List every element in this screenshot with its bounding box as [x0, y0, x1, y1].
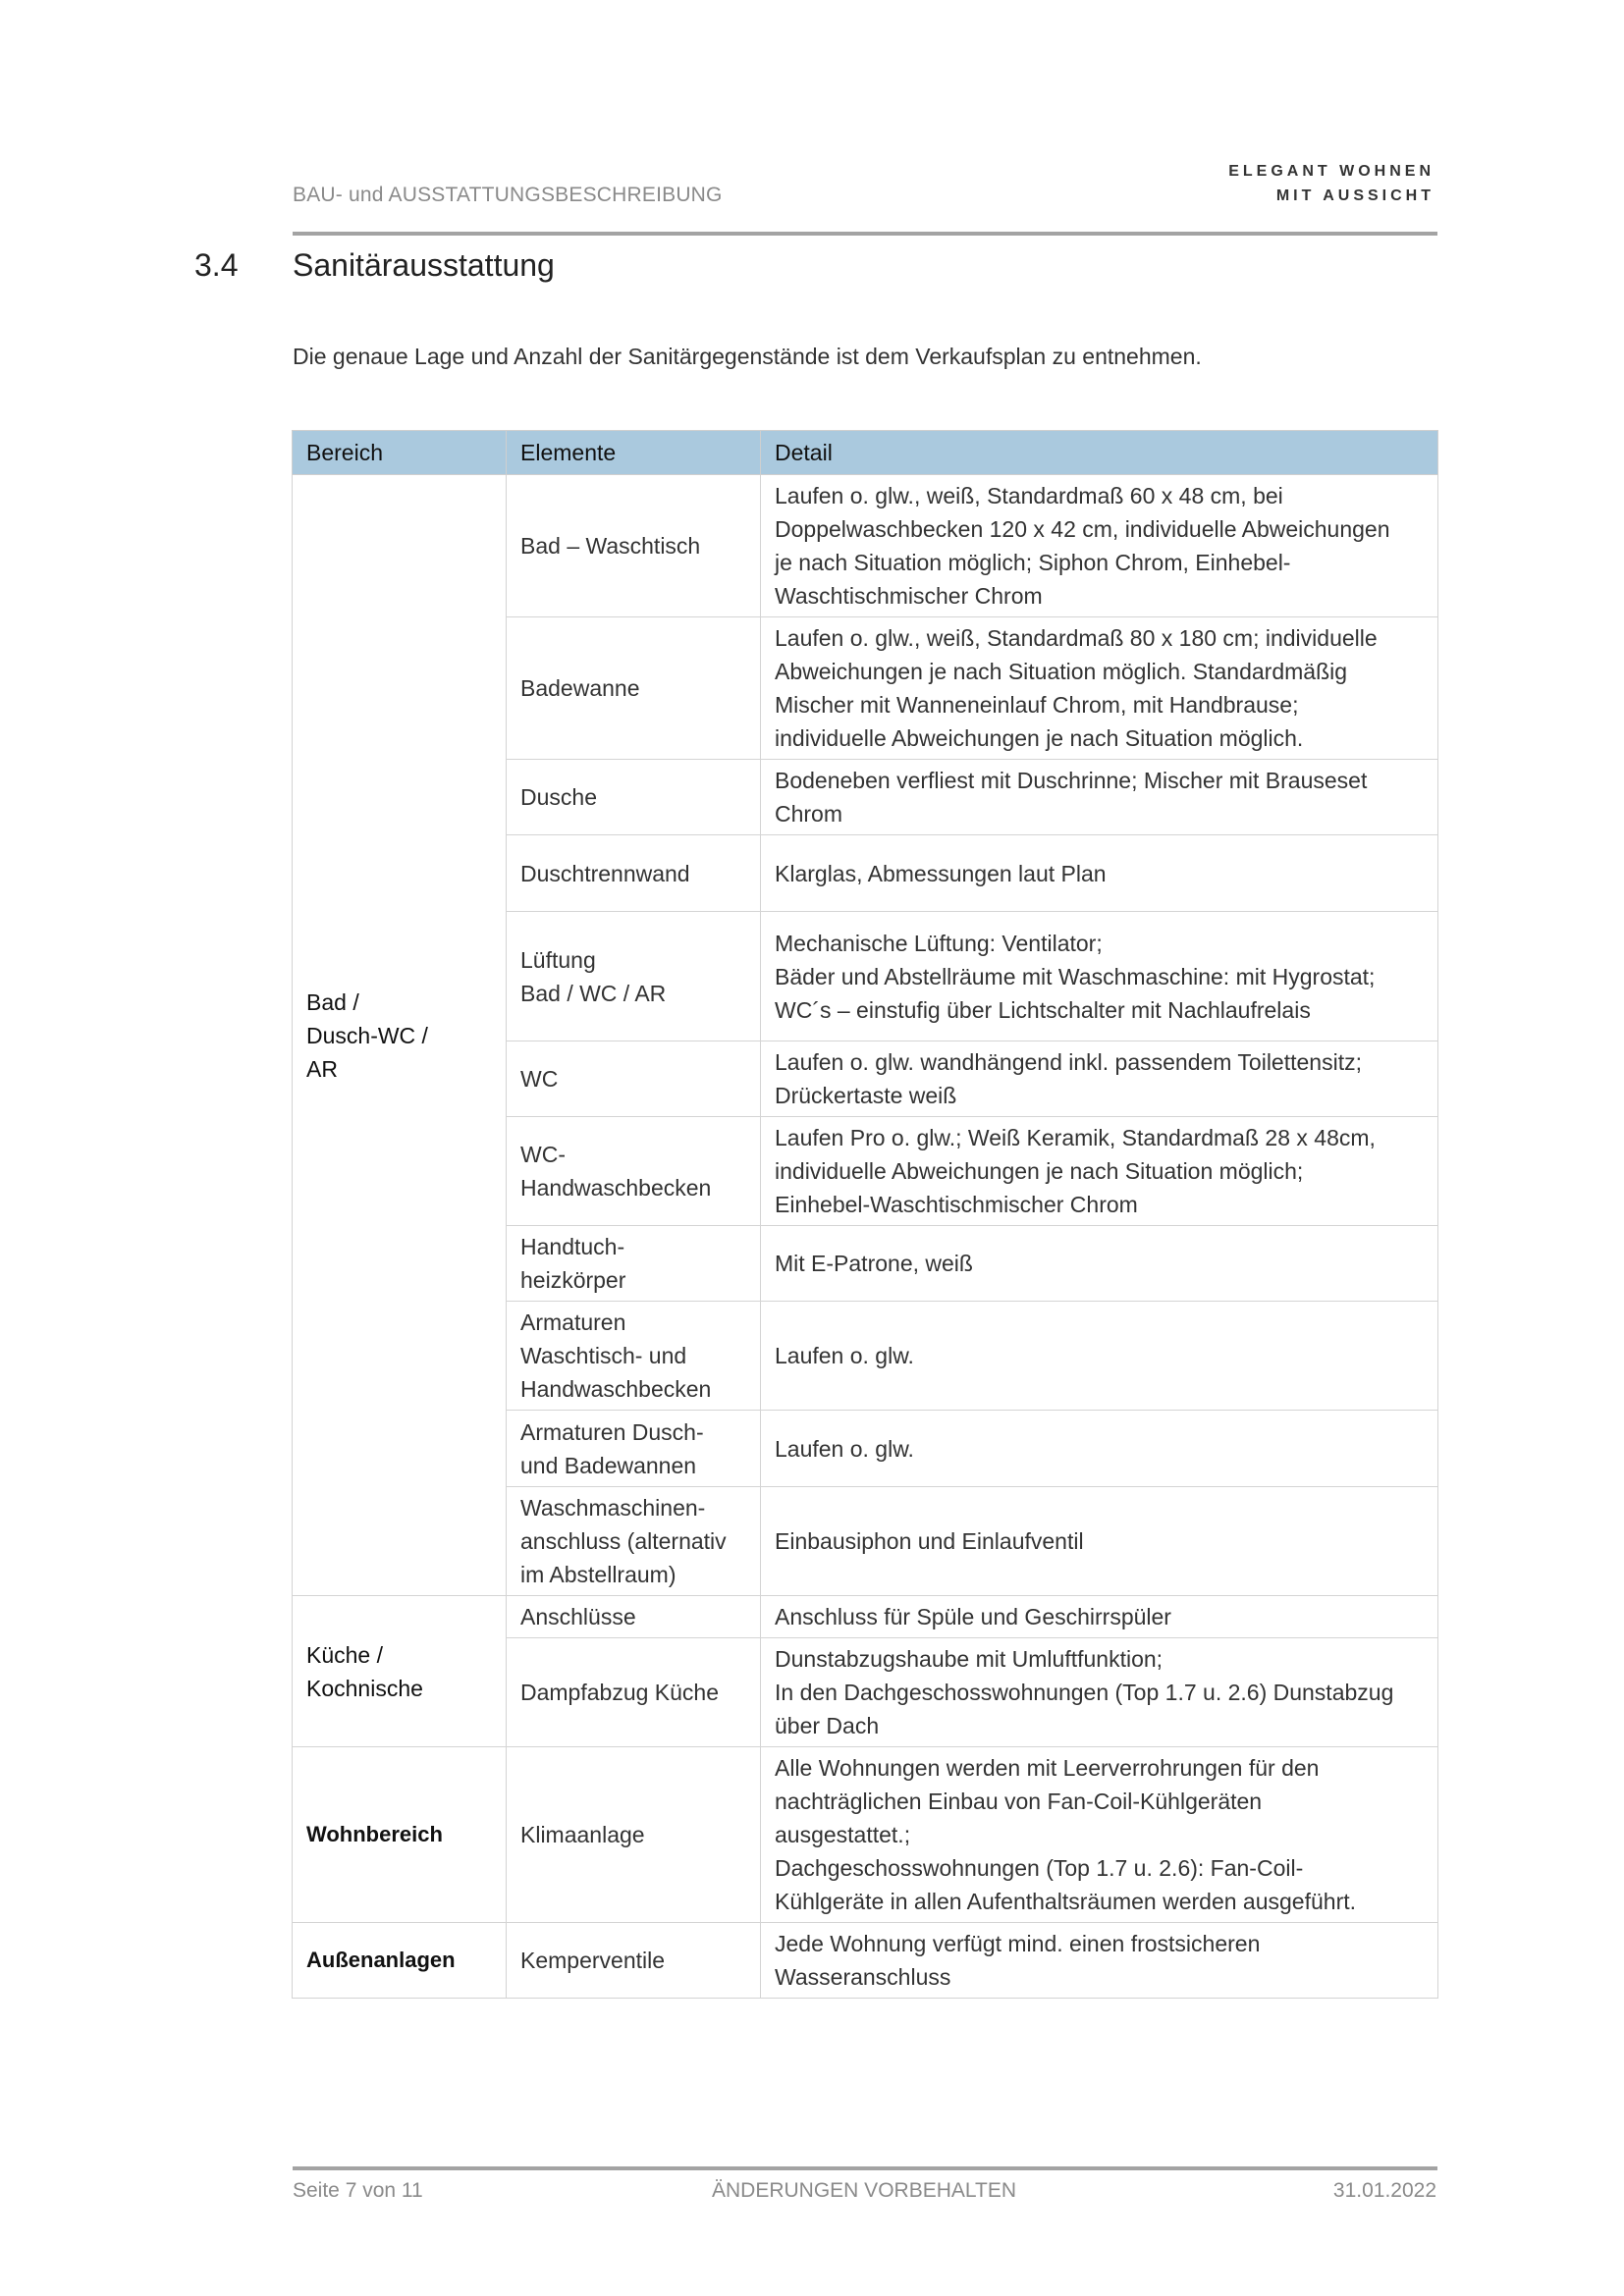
cell-detail [761, 835, 1438, 912]
detail-line: über Dach [775, 1713, 880, 1738]
header-divider [293, 232, 1437, 236]
detail-line: Dunstabzugshaube mit Umluftfunktion; [775, 1646, 1164, 1672]
detail-line: Chrom [775, 801, 843, 827]
bereich-line: Bad / [306, 988, 359, 1015]
document-date: 31.01.2022 [1332, 2179, 1436, 2202]
detail-line: Laufen o. glw., weiß, Standardmaß 80 x 180 cm; individuelle [775, 625, 1378, 651]
element-line: Waschtisch- und [520, 1343, 687, 1368]
detail-line: Alle Wohnungen werden mit Leerverrohrungen für den [775, 1755, 1320, 1781]
element-line: anschluss (alternativ [520, 1528, 727, 1554]
element-line: Handtuch- [520, 1234, 625, 1259]
detail-line: Mechanische Lüftung: Ventilator; [775, 930, 1103, 956]
section-intro: Die genaue Lage und Anzahl der Sanitärgegenstände ist dem Verkaufsplan zu entnehmen. [293, 344, 1202, 369]
cell-element [507, 1638, 761, 1747]
table-row [293, 475, 1438, 617]
bereich-line: AR [306, 1055, 338, 1082]
cell-detail [761, 1596, 1438, 1638]
element-line: Lüftung [520, 946, 596, 973]
cell-detail [761, 1638, 1438, 1747]
table-row [293, 1596, 1438, 1638]
detail-line: Kühlgeräte in allen Aufenthaltsräumen werden ausgeführt. [775, 1889, 1357, 1914]
detail-line: Jede Wohnung verfügt mind. einen frostsicheren [775, 1931, 1261, 1956]
cell-element [507, 1596, 761, 1638]
table-row [293, 1747, 1438, 1923]
element-line: Armaturen [520, 1309, 626, 1335]
detail-line: Anschluss für Spüle und Geschirrspüler [775, 1604, 1171, 1629]
detail-line: individuelle Abweichungen je nach Situation möglich. [775, 725, 1304, 751]
sanitary-spec-table [292, 430, 1438, 1999]
table-header-row [293, 431, 1438, 475]
element-line: Badewanne [520, 675, 640, 701]
detail-line: ausgestattet.; [775, 1822, 911, 1847]
detail-line: Wasseranschluss [775, 1964, 951, 1990]
cell-element [507, 475, 761, 617]
element-line: Armaturen Dusch- [520, 1418, 704, 1445]
table-body [293, 475, 1438, 1999]
cell-detail [761, 1302, 1438, 1411]
cell-element [507, 1117, 761, 1226]
cell-detail [761, 760, 1438, 835]
detail-line: In den Dachgeschosswohnungen (Top 1.7 u. 2.6) Dunstabzug [775, 1680, 1394, 1705]
brand-logo [1179, 159, 1435, 208]
detail-line: Laufen o. glw. [775, 1435, 914, 1462]
cell-bereich [293, 1923, 507, 1999]
element-line: WC- [520, 1142, 566, 1167]
bereich-line: Wohnbereich [306, 1822, 443, 1846]
section-number: 3.4 [194, 247, 239, 283]
element-line: und Badewannen [520, 1452, 697, 1478]
element-line: Klimaanlage [520, 1822, 645, 1847]
cell-bereich [293, 475, 507, 1596]
element-line: heizkörper [520, 1267, 626, 1293]
cell-element [507, 912, 761, 1041]
header-detail: Detail [761, 431, 1438, 475]
element-line: Bad / WC / AR [520, 980, 667, 1006]
cell-detail [761, 1226, 1438, 1302]
footer-note: ÄNDERUNGEN VORBEHALTEN [712, 2179, 1016, 2202]
detail-line: Mit E-Patrone, weiß [775, 1251, 973, 1276]
detail-line: Doppelwaschbecken 120 x 42 cm, individuelle Abweichungen [775, 516, 1390, 542]
detail-line: Waschtischmischer Chrom [775, 583, 1043, 609]
element-line: Handwaschbecken [520, 1175, 712, 1201]
table-row [293, 1923, 1438, 1999]
cell-detail [761, 1923, 1438, 1999]
header-bereich: Bereich [293, 431, 507, 475]
cell-element [507, 1487, 761, 1596]
brand-line-2: MIT AUSSICHT [1275, 187, 1435, 204]
element-line: Handwaschbecken [520, 1376, 712, 1402]
element-line: WC [520, 1066, 559, 1092]
detail-line: Laufen Pro o. glw.; Weiß Keramik, Standardmaß 28 x 48cm, [775, 1125, 1376, 1150]
detail-line: Mischer mit Wanneneinlauf Chrom, mit Handbrause; [775, 692, 1299, 718]
detail-line: Einbausiphon und Einlaufventil [775, 1528, 1084, 1554]
detail-line: Laufen o. glw. wandhängend inkl. passendem Toilettensitz; [775, 1049, 1362, 1075]
cell-element [507, 1226, 761, 1302]
detail-line: Klarglas, Abmessungen laut Plan [775, 860, 1107, 886]
detail-line: nachträglichen Einbau von Fan-Coil-Kühlgeräten [775, 1789, 1263, 1814]
cell-element [507, 1747, 761, 1923]
cell-bereich [293, 1596, 507, 1747]
detail-line: individuelle Abweichungen je nach Situation möglich; [775, 1158, 1304, 1184]
cell-element [507, 1923, 761, 1999]
cell-element [507, 760, 761, 835]
detail-line: Laufen o. glw. [775, 1343, 914, 1368]
cell-element [507, 1041, 761, 1117]
detail-line: Laufen o. glw., weiß, Standardmaß 60 x 48 cm, bei [775, 483, 1283, 508]
element-line: im Abstellraum) [520, 1562, 677, 1587]
detail-line: Bäder und Abstellräume mit Waschmaschine: mit Hygrostat; [775, 963, 1376, 989]
element-line: Dampfabzug Küche [520, 1680, 720, 1705]
detail-line: je nach Situation möglich; Siphon Chrom, Einhebel- [775, 550, 1291, 575]
document-title: BAU- und AUSSTATTUNGSBESCHREIBUNG [293, 184, 723, 206]
cell-detail [761, 1747, 1438, 1923]
cell-detail [761, 475, 1438, 617]
cell-detail [761, 1041, 1438, 1117]
detail-line: Einhebel-Waschtischmischer Chrom [775, 1192, 1138, 1217]
cell-element [507, 1411, 761, 1487]
section-title: Sanitärausstattung [293, 247, 555, 283]
cell-element [507, 617, 761, 760]
footer-divider [293, 2166, 1437, 2170]
cell-bereich [293, 1747, 507, 1923]
brand-line-1: ELEGANT WOHNEN [1228, 163, 1435, 180]
element-line: Bad – Waschtisch [520, 533, 701, 559]
element-line: Duschtrennwand [520, 860, 690, 886]
detail-line: Drückertaste weiß [775, 1083, 957, 1108]
cell-detail [761, 617, 1438, 760]
cell-detail [761, 912, 1438, 1041]
bereich-line: Dusch-WC / [306, 1022, 428, 1048]
detail-line: WC´s – einstufig über Lichtschalter mit Nachlaufrelais [775, 996, 1311, 1023]
detail-line: Dachgeschosswohnungen (Top 1.7 u. 2.6): Fan-Coil- [775, 1855, 1304, 1881]
page-number: Seite 7 von 11 [293, 2179, 423, 2202]
bereich-line: Kochnische [306, 1675, 423, 1701]
element-line: Waschmaschinen- [520, 1495, 706, 1521]
header-elemente: Elemente [507, 431, 761, 475]
cell-element [507, 1302, 761, 1411]
element-line: Dusche [520, 784, 597, 810]
cell-element [507, 835, 761, 912]
detail-line: Bodeneben verfliest mit Duschrinne; Mischer mit Brauseset [775, 768, 1368, 793]
cell-detail [761, 1487, 1438, 1596]
detail-line: Abweichungen je nach Situation möglich. Standardmäßig [775, 659, 1348, 684]
cell-detail [761, 1117, 1438, 1226]
element-line: Kemperventile [520, 1948, 666, 1973]
bereich-line: Außenanlagen [306, 1948, 456, 1972]
element-line: Anschlüsse [520, 1604, 636, 1629]
bereich-line: Küche / [306, 1641, 383, 1668]
cell-detail [761, 1411, 1438, 1487]
